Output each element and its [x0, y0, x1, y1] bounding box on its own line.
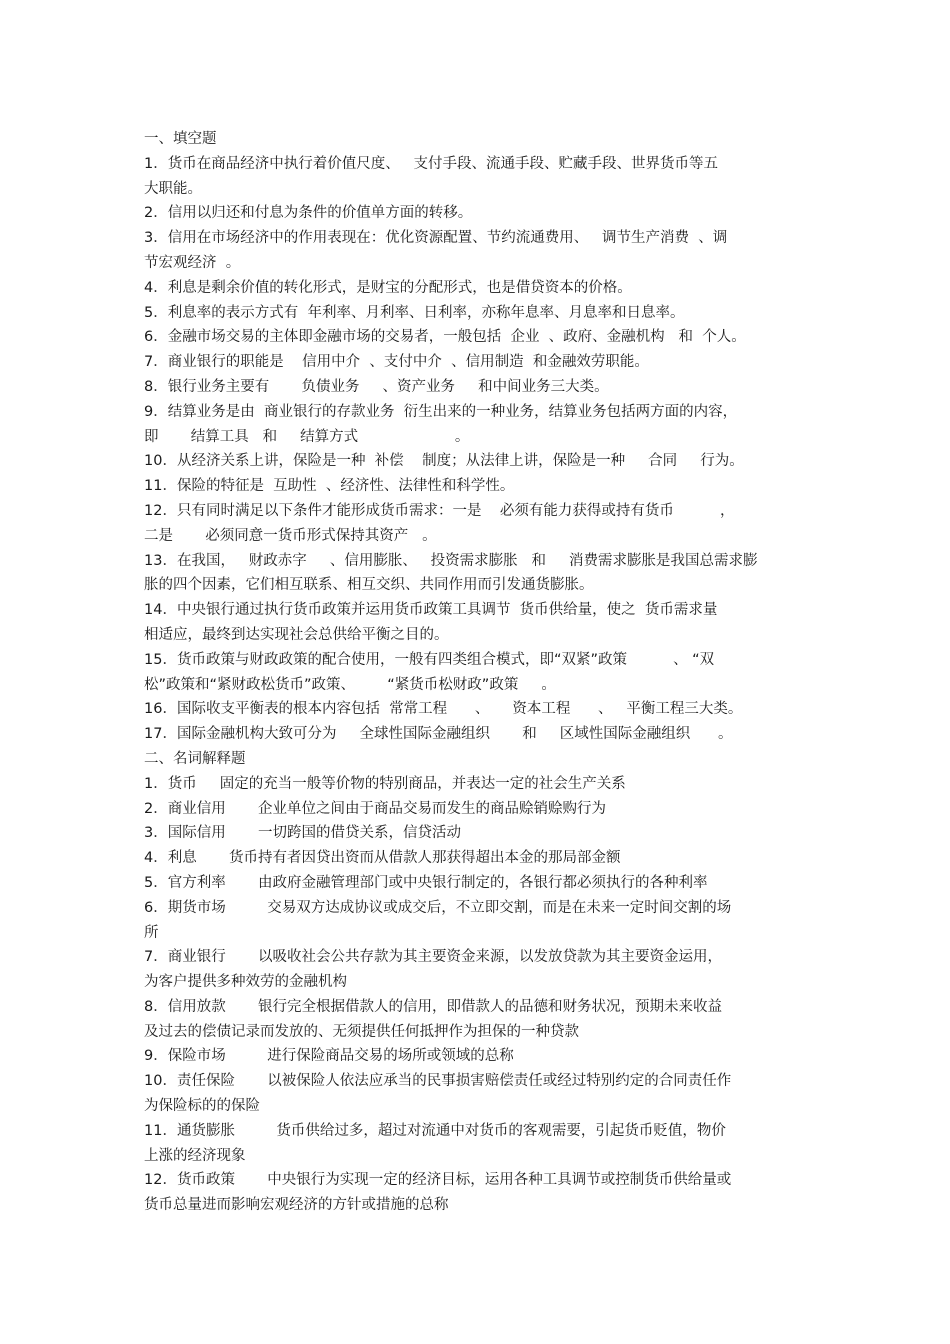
section-heading-fill-in-blank: 一、填空题: [144, 131, 217, 147]
text-line: 相适应，最终到达实现社会总供给平衡之目的。: [144, 626, 449, 643]
text-line: 3．国际信用 一切跨国的借贷关系，信贷活动: [144, 825, 461, 842]
text-line: 5．利息率的表示方式有 年利率、月利率、日利率，亦称年息率、月息率和日息率。: [144, 304, 685, 321]
text-line: 胀的四个因素，它们相互联系、相互交织、共同作用而引发通货膨胀。: [144, 577, 594, 594]
text-line: 货币总量进而影响宏观经济的方针或措施的总称: [144, 1197, 449, 1214]
text-line: 5．官方利率 由政府金融管理部门或中央银行制定的，各银行都必须执行的各种利率: [144, 874, 708, 891]
text-line: 7．商业银行 以吸收社会公共存款为其主要资金来源，以发放贷款为其主要资金运用，: [144, 949, 722, 966]
text-line: 6．金融市场交易的主体即金融市场的交易者，一般包括 企业 、政府、金融机构 和 个人。: [144, 329, 746, 346]
text-line: 大职能。: [144, 180, 202, 197]
text-line: 2．信用以归还和付息为条件的价值单方面的转移。: [144, 205, 473, 222]
text-line: 为客户提供多种效劳的金融机构: [144, 974, 347, 991]
text-line: 6．期货市场 交易双方达成协议或成交后，不立即交割，而是在未来一定时间交割的场: [144, 899, 732, 916]
text-line: 10．责任保险 以被保险人依法应承当的民事损害赔偿责任或经过特别约定的合同责任作: [144, 1073, 732, 1090]
text-line: 12．货币政策 中央银行为实现一定的经济目标，运用各种工具调节或控制货币供给量或: [144, 1172, 732, 1189]
text-line: 9．保险市场 进行保险商品交易的场所或领域的总称: [144, 1048, 514, 1065]
text-line: 所: [144, 924, 159, 941]
text-line: 1．货币在商品经济中执行着价值尺度、 支付手段、流通手段、贮藏手段、世界货币等五: [144, 155, 719, 172]
text-line: 1．货币 固定的充当一般等价物的特别商品，并表达一定的社会生产关系: [144, 775, 626, 792]
text-line: 15．货币政策与财政政策的配合使用，一般有四类组合模式，即“双紧”政策 、 “双: [144, 651, 715, 668]
text-line: 14．中央银行通过执行货币政策并运用货币政策工具调节 货币供给量，使之 货币需求量: [144, 602, 718, 619]
text-line: 17．国际金融机构大致可分为 全球性国际金融组织 和 区域性国际金融组织 。: [144, 726, 733, 743]
text-line: 节宏观经济 。: [144, 254, 241, 271]
text-line: 11．通货膨胀 货币供给过多，超过对流通中对货币的客观需要，引起货币贬值，物价: [144, 1122, 726, 1139]
text-line: 二是 必须同意一货币形式保持其资产 。: [144, 527, 437, 544]
text-line: 及过去的偿债记录而发放的、无须提供任何抵押作为担保的一种贷款: [144, 1023, 579, 1040]
text-line: 为保险标的的保险: [144, 1098, 260, 1115]
text-line: 2．商业信用 企业单位之间由于商品交易而发生的商品赊销赊购行为: [144, 800, 606, 817]
text-line: 4．利息是剩余价值的转化形式，是财宝的分配形式，也是借贷资本的价格。: [144, 279, 632, 296]
section-heading-definitions: 二、名词解释题: [144, 750, 246, 767]
text-line: 即 结算工具 和 结算方式 。: [144, 428, 470, 445]
text-line: 13．在我国， 财政赤字 、信用膨胀、 投资需求膨胀 和 消费需求膨胀是我国总需求膨: [144, 552, 758, 569]
text-line: 10．从经济关系上讲，保险是一种 补偿 制度；从法律上讲，保险是一种 合同 行为。: [144, 453, 744, 470]
text-line: 4．利息 货币持有者因贷出资而从借款人那获得超出本金的那局部金额: [144, 850, 621, 867]
text-line: 3．信用在市场经济中的作用表现在：优化资源配置、节约流通费用、 调节生产消费 、调: [144, 230, 728, 247]
text-line: 7．商业银行的职能是 信用中介 、支付中介 、信用制造 和金融效劳职能。: [144, 354, 649, 371]
text-line: 12．只有同时满足以下条件才能形成货币需求：一是 必须有能力获得或持有货币 ，: [144, 502, 735, 519]
text-line: 上涨的经济现象: [144, 1147, 246, 1164]
text-line: 8．信用放款 银行完全根据借款人的信用，即借款人的品德和财务状况，预期未来收益: [144, 998, 722, 1015]
text-line: 9．结算业务是由 商业银行的存款业务 衍生出来的一种业务，结算业务包括两方面的内容，: [144, 403, 738, 420]
text-line: 8．银行业务主要有 负债业务 、资产业务 和中间业务三大类。: [144, 378, 609, 395]
text-line: 11．保险的特征是 互助性 、经济性、法律性和科学性。: [144, 478, 515, 495]
document-body: [144, 127, 824, 1218]
text-line: 松”政策和“紧财政松货币”政策、 “紧货币松财政”政策 。: [144, 676, 556, 693]
text-line: 16．国际收支平衡表的根本内容包括 常常工程 、 资本工程 、 平衡工程三大类。: [144, 701, 743, 718]
